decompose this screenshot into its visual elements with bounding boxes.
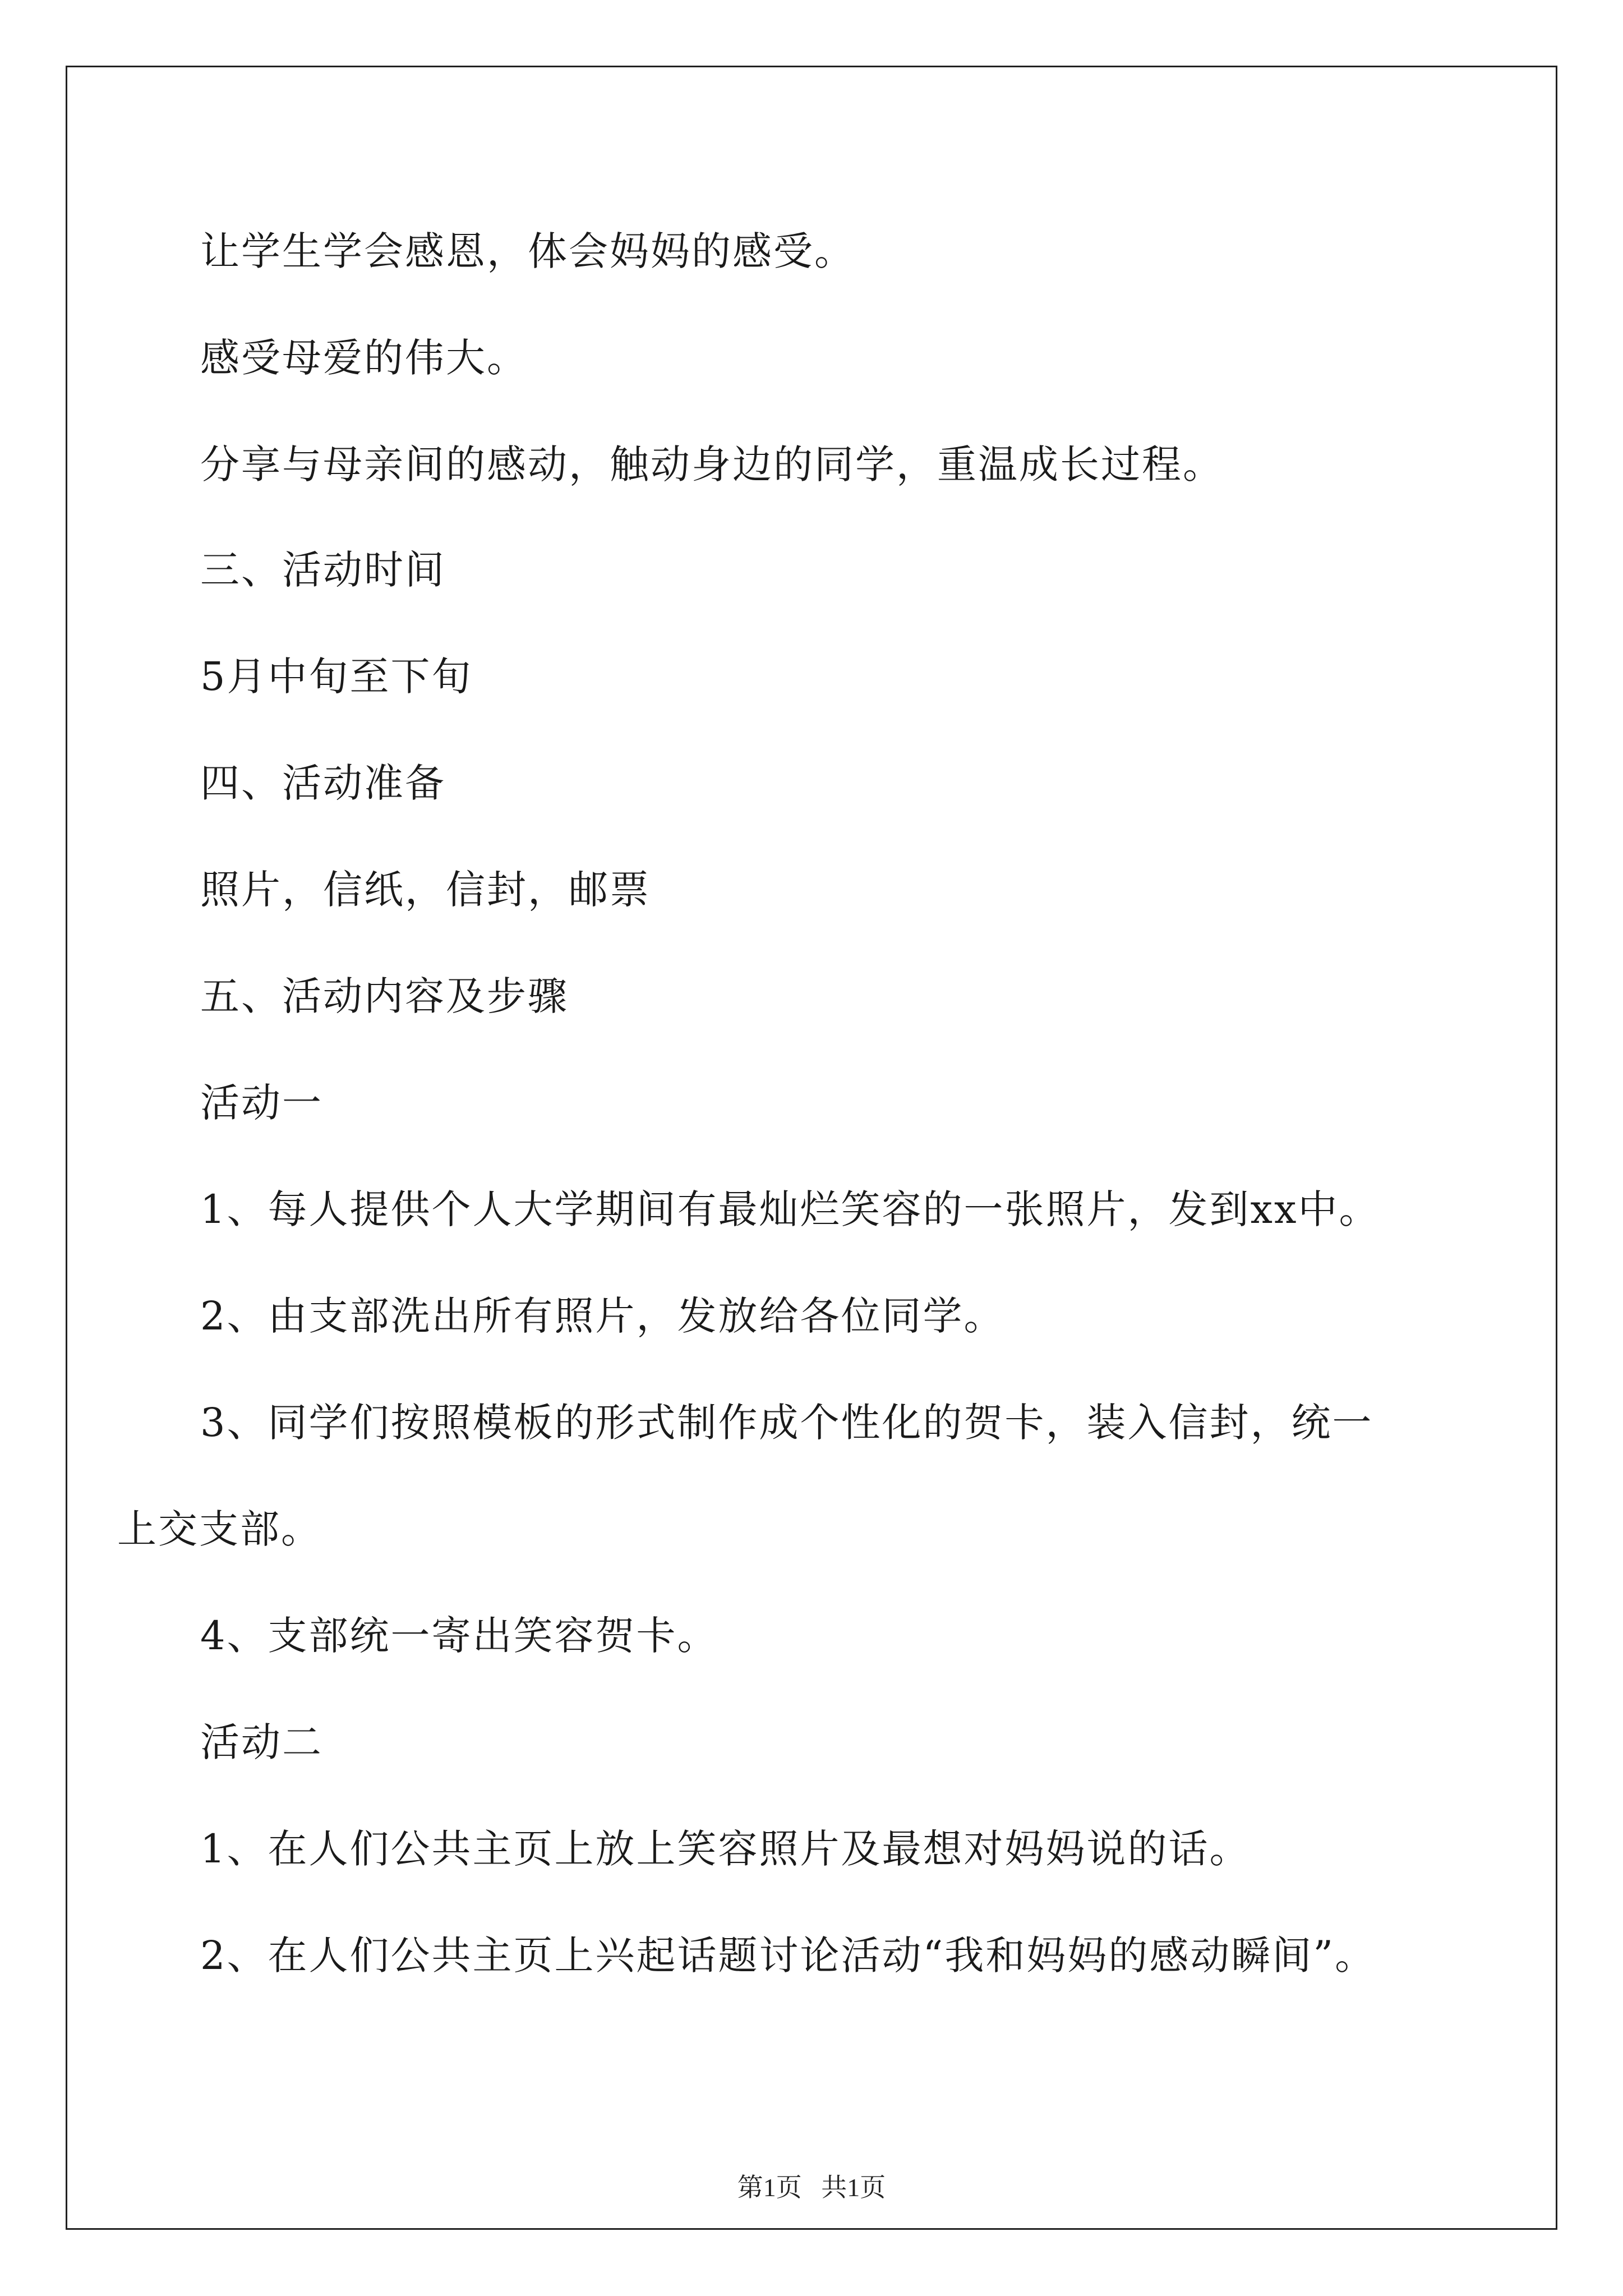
page-border [66, 66, 1557, 2230]
paragraph-share: 分享与母亲间的感动，触动身边的同学，重温成长过程。 [200, 441, 1224, 487]
step-1-3-continued: 上交支部。 [117, 1506, 322, 1552]
step-1-2: 2、由支部洗出所有照片，发放给各位同学。 [200, 1293, 1005, 1339]
heading-activity-time: 三、活动时间 [200, 547, 446, 593]
step-1-3: 3、同学们按照模板的形式制作成个性化的贺卡，装入信封，统一 [200, 1400, 1373, 1446]
step-1-4: 4、支部统一寄出笑容贺卡。 [200, 1613, 718, 1659]
heading-activity-two: 活动二 [200, 1719, 323, 1765]
paragraph-gratitude: 让学生学会感恩，体会妈妈的感受。 [200, 228, 855, 274]
step-2-2: 2、在人们公共主页上兴起话题讨论活动“我和妈妈的感动瞬间”。 [200, 1932, 1376, 1978]
step-1-1: 1、每人提供个人大学期间有最灿烂笑容的一张照片，发到xx中。 [200, 1186, 1380, 1232]
paragraph-materials: 照片，信纸，信封，邮票 [200, 867, 651, 913]
heading-activity-one: 活动一 [200, 1080, 323, 1126]
step-2-1: 1、在人们公共主页上放上笑容照片及最想对妈妈说的话。 [200, 1826, 1251, 1872]
heading-activity-prep: 四、活动准备 [200, 760, 446, 806]
paragraph-mother-love: 感受母爱的伟大。 [200, 335, 528, 381]
paragraph-time-range: 5月中旬至下旬 [200, 654, 473, 700]
heading-activity-steps: 五、活动内容及步骤 [200, 973, 569, 1019]
page-number-footer: 第1页 共1页 [737, 2173, 886, 2202]
